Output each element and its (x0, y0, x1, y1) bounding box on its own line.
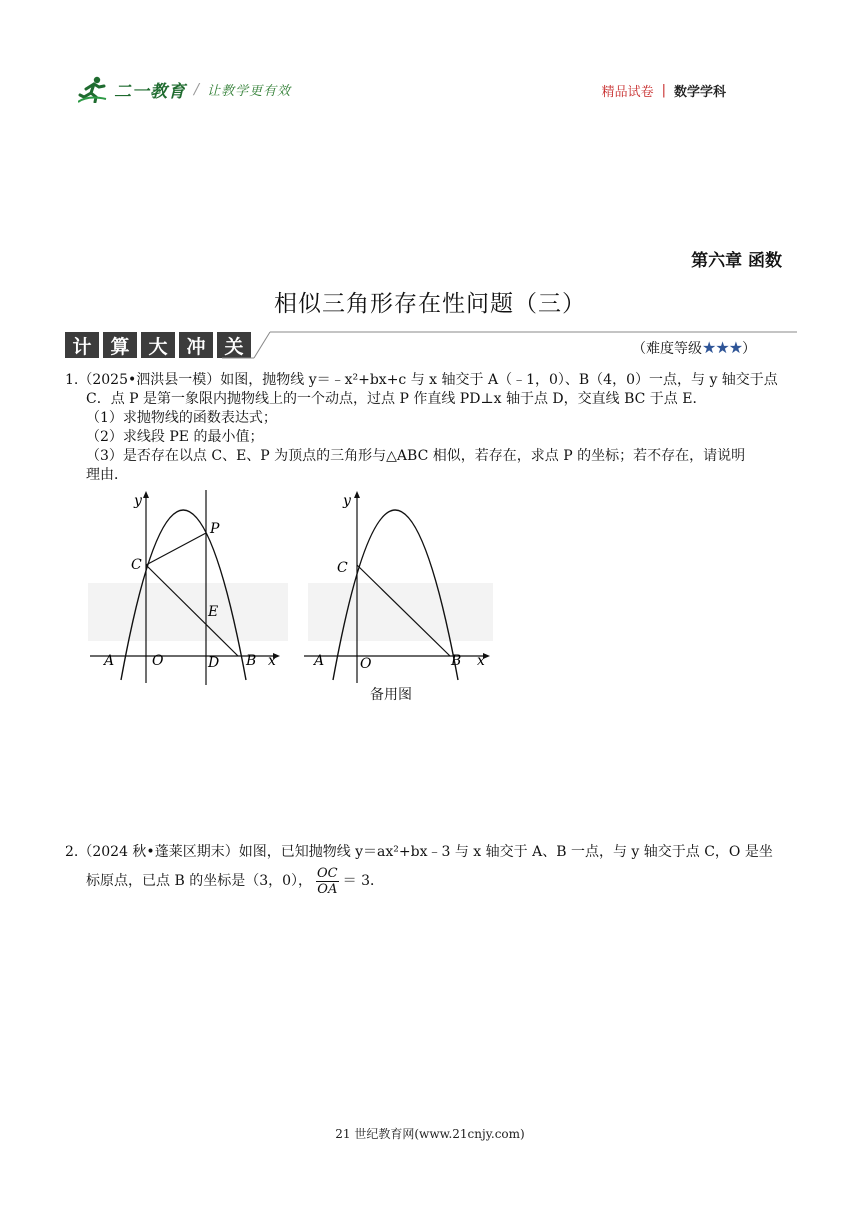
difficulty-prefix: （难度等级 (632, 341, 702, 357)
q2-stem-line2 (65, 866, 800, 897)
header-subject (602, 81, 726, 100)
figure-2 (300, 485, 500, 690)
brand-name: 二一教育 (114, 81, 186, 102)
runner-logo-icon (78, 75, 108, 103)
label-a: A (314, 653, 325, 669)
label-o: O (152, 653, 164, 669)
header-subject-name: 数学学科 (673, 85, 726, 100)
label-a: A (104, 653, 115, 669)
figure-shade (88, 583, 288, 641)
question-1 (65, 371, 800, 485)
label-c: C (337, 560, 348, 576)
q1-stem-line2: C．点 P 是第一象限内抛物线上的一个动点，过点 P 作直线 PD⊥x 轴于点 D，交直线 BC 于点 E． (86, 391, 707, 407)
question-2 (65, 843, 800, 897)
figure-caption: 备用图 (370, 687, 412, 703)
chapter-label: 第六章 函数 (691, 251, 782, 271)
header-separator: | (661, 83, 666, 98)
q1-part1: （1）求抛物线的函数表达式； (86, 410, 277, 426)
section-char: 计 (65, 332, 99, 358)
star-icon: ★★★ (702, 338, 743, 357)
section-char: 关 (217, 332, 251, 358)
page-title: 相似三角形存在性问题（三） (274, 291, 586, 317)
fraction-denominator: OA (317, 882, 338, 897)
brand-slogan: 让教学更有效 (207, 83, 292, 99)
line-cp (146, 533, 206, 565)
page-footer: 21 世纪教育网(www.21cnjy.com) (335, 1127, 525, 1141)
difficulty-rating (632, 338, 756, 358)
y-axis-arrow-icon (143, 491, 149, 498)
label-b: B (246, 653, 257, 669)
header-category: 精品试卷 (601, 85, 654, 100)
label-o: O (360, 656, 372, 672)
q1-part3-cont: 理由． (86, 467, 128, 483)
y-axis-arrow-icon (354, 491, 360, 498)
label-y: y (343, 493, 351, 509)
q1-stem-line1: 1.（2025•泗洪县一模）如图，抛物线 y＝﹣x²+bx+c 与 x 轴交于 A（﹣1，0）、B（4，0）一点，与 y 轴交于点 (65, 372, 778, 388)
label-d: D (208, 655, 220, 671)
section-char: 冲 (179, 332, 213, 358)
label-e: E (208, 604, 219, 620)
difficulty-suffix: ） (742, 341, 757, 357)
q1-part3: （3）是否存在以点 C、E、P 为顶点的三角形与△ABC 相似，若存在，求点 P 的坐标；若不存在，请说明 (86, 448, 746, 464)
label-c: C (131, 557, 142, 573)
ratio-fraction (316, 866, 339, 897)
logo-divider: / (194, 80, 200, 98)
q2-stem-line1: 2.（2024 秋•蓬莱区期末）如图，已知抛物线 y＝ax²+bx﹣3 与 x 轴交于 A、B 一点，与 y 轴交于点 C，O 是坐 (65, 844, 773, 860)
label-b: B (451, 653, 462, 669)
q2-line2-tail: ＝ 3． (342, 873, 384, 889)
section-char: 算 (103, 332, 137, 358)
figure-shade (308, 583, 493, 641)
q2-line2-text: 标原点，已点 B 的坐标是（3，0）， (86, 873, 313, 889)
fraction-numerator: OC (317, 866, 338, 881)
label-y: y (134, 493, 142, 509)
label-x: x (477, 653, 485, 669)
section-char: 大 (141, 332, 175, 358)
site-logo (78, 74, 291, 104)
figure-1 (88, 485, 288, 690)
q1-part2: （2）求线段 PE 的最小值； (86, 429, 264, 445)
label-x: x (268, 653, 276, 669)
label-p: P (210, 521, 220, 537)
